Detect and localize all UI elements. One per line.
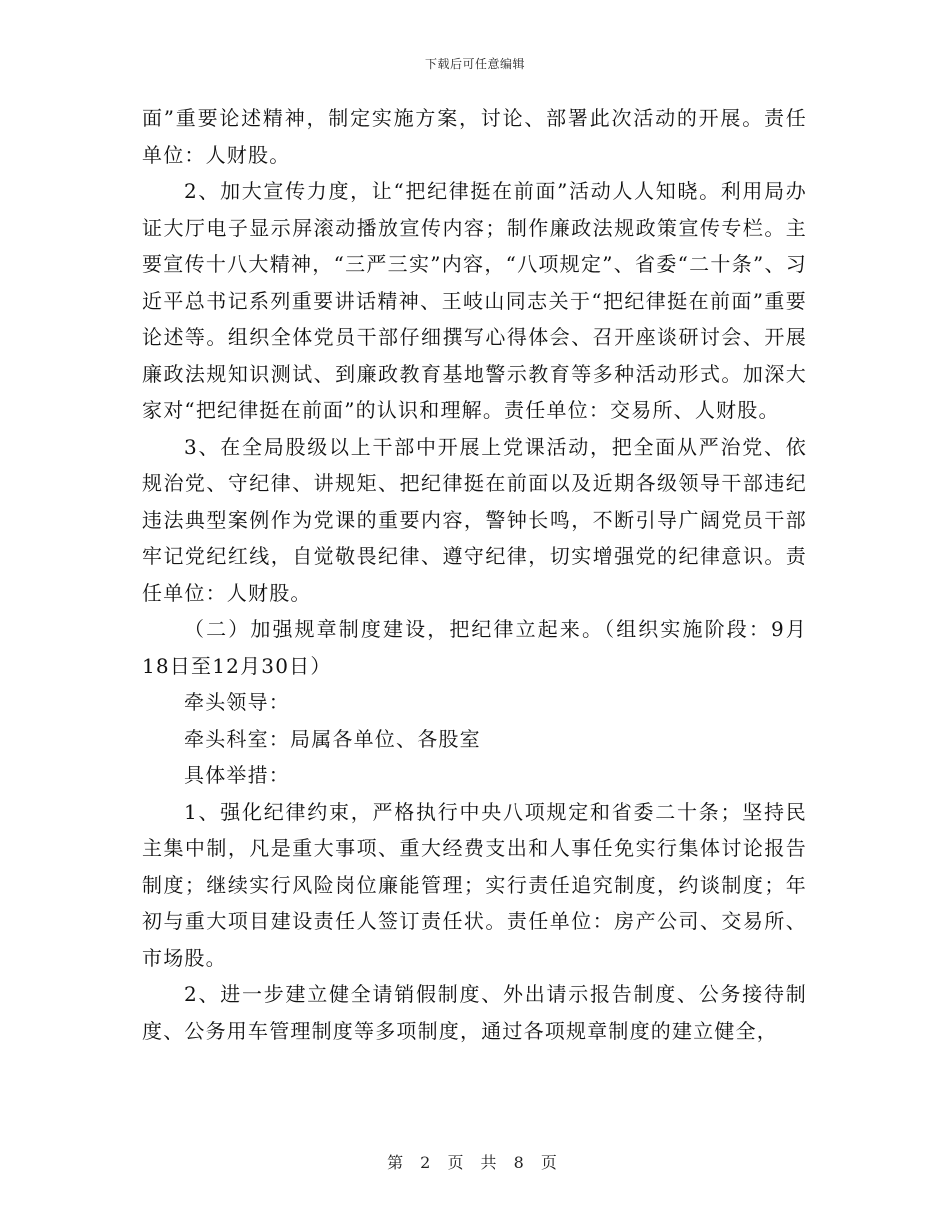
measures-label: 具体举措： xyxy=(184,763,290,787)
paragraph-measure-2: 2、进一步建立健全请销假制度、外出请示报告制度、公务接待制度、公务用车管理制度等多项制度，通过各项规章制度的建立健全， xyxy=(142,982,807,1043)
section-heading-regulations: （二）加强规章制度建设，把纪律立起来。（组织实施阶段：9月18日至12月30日） xyxy=(142,617,807,678)
lead-department-line: 牵头科室：局属各单位、各股室 xyxy=(184,726,481,751)
page-number-footer: 第 2 页 共 8 页 xyxy=(387,1153,563,1172)
document-body xyxy=(142,100,807,1049)
paragraph-measure-1: 1、强化纪律约束，严格执行中央八项规定和省委二十条；坚持民主集中制，凡是重大事项、重大经费支出和人事任免实行集体讨论报告制度；继续实行风险岗位廉能管理；实行责任追究制度，约谈制度；年初与重大项目建设责任人签订责任状。责任单位：房产公司、交易所、市场股。 xyxy=(142,799,807,970)
lead-leader-line: 牵头领导： xyxy=(184,690,290,714)
paragraph-continuation: 面”重要论述精神，制定实施方案，讨论、部署此次活动的开展。责任单位：人财股。 xyxy=(142,106,807,167)
page-header: 下载后可任意编辑 xyxy=(424,57,525,71)
paragraph-item-3-party-lecture: 3、在全局股级以上干部中开展上党课活动，把全面从严治党、依规治党、守纪律、讲规矩、把纪律挺在前面以及近期各级领导干部违纪违法典型案例作为党课的重要内容，警钟长鸣，不断引导广阔党员干部牢记党纪红线，自觉敬畏纪律、遵守纪律，切实增强党的纪律意识。责任单位：人财股。 xyxy=(142,434,807,605)
paragraph-item-2-publicity: 2、加大宣传力度，让“把纪律挺在前面”活动人人知晓。利用局办证大厅电子显示屏滚动播放宣传内容；制作廉政法规政策宣传专栏。主要宣传十八大精神，“三严三实”内容，“八项规定”、省委“二十条”、习近平总书记系列重要讲话精神、王岐山同志关于“把纪律挺在前面”重要论述等。组织全体党员干部仔细撰写心得体会、召开座谈研讨会、开展廉政法规知识测试、到廉政教育基地警示教育等多种活动形式。加深大家对“把纪律挺在前面”的认识和理解。责任单位：交易所、人财股。 xyxy=(142,179,807,422)
